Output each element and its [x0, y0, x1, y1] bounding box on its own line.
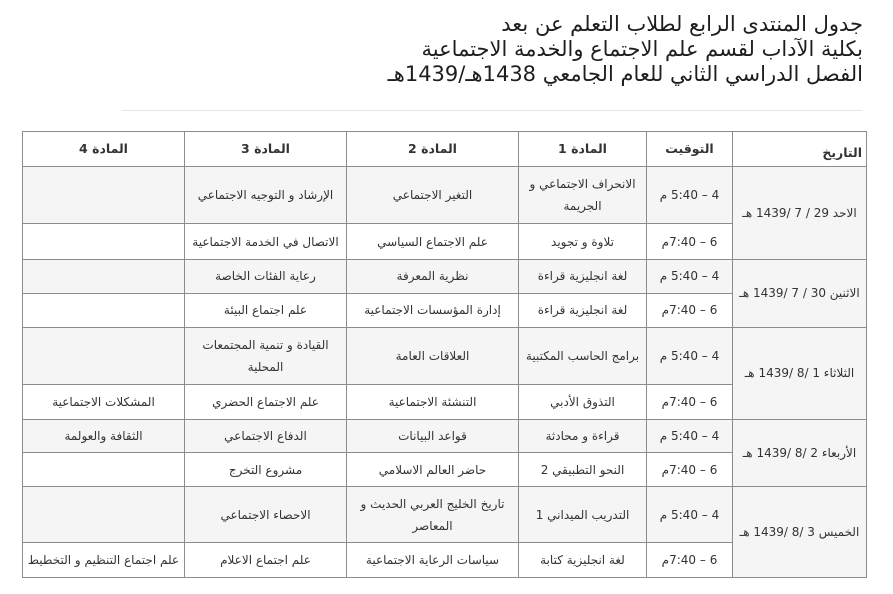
subject-2-cell: علم الاجتماع السياسي	[347, 224, 519, 260]
slot-time: 4 – 5:40 م	[647, 419, 733, 453]
day-date: الأربعاء 2 /8 /1439 هـ	[733, 419, 867, 486]
subject-1-cell: التدريب الميداني 1	[519, 486, 647, 542]
subject-2-cell: تاريخ الخليج العربي الحديث و المعاصر	[347, 486, 519, 542]
subject-4-cell	[23, 293, 185, 327]
subject-4-cell: علم اجتماع التنظيم و التخطيط	[23, 543, 185, 578]
subject-3-cell: القيادة و تنمية المجتمعات المحلية	[185, 327, 347, 384]
subject-4-cell	[23, 327, 185, 384]
day-date: الخميس 3 /8 /1439 هـ	[733, 486, 867, 577]
heading-line-3: الفصل الدراسي الثاني للعام الجامعي 1438هـ/1439هـ	[387, 62, 863, 86]
subject-1-cell: لغة انجليزية كتابة	[519, 543, 647, 578]
heading-divider	[122, 110, 862, 111]
heading-line-2: بكلية الآداب لقسم علم الاجتماع والخدمة الاجتماعية	[421, 37, 863, 61]
table-row	[23, 167, 867, 224]
slot-time: 6 – 7:40م	[647, 543, 733, 578]
subject-2-cell: قواعد البيانات	[347, 419, 519, 453]
slot-time: 4 – 5:40 م	[647, 486, 733, 542]
subject-2-cell: سياسات الرعاية الاجتماعية	[347, 543, 519, 578]
subject-1-cell: برامج الحاسب المكتبية	[519, 327, 647, 384]
day-date: الاحد 29 / 7 /1439 هـ	[733, 167, 867, 260]
slot-time: 6 – 7:40م	[647, 293, 733, 327]
subject-3-cell: علم الاجتماع الحضري	[185, 384, 347, 419]
subject-4-cell	[23, 486, 185, 542]
subject-3-cell: رعاية الفئات الخاصة	[185, 260, 347, 294]
subject-4-cell: الثقافة والعولمة	[23, 419, 185, 453]
subject-4-cell	[23, 224, 185, 260]
subject-2-cell: إدارة المؤسسات الاجتماعية	[347, 293, 519, 327]
table-header-row	[23, 132, 867, 167]
subject-2-cell: العلاقات العامة	[347, 327, 519, 384]
subject-3-cell: الدفاع الاجتماعي	[185, 419, 347, 453]
subject-1-cell: قراءة و محادثة	[519, 419, 647, 453]
slot-time: 6 – 7:40م	[647, 384, 733, 419]
schedule-table	[22, 131, 867, 578]
slot-time: 6 – 7:40م	[647, 453, 733, 487]
subject-3-cell: الاتصال في الخدمة الاجتماعية	[185, 224, 347, 260]
page-heading	[103, 12, 863, 87]
subject-3-cell: مشروع التخرج	[185, 453, 347, 487]
header-subject-3: المادة 3	[185, 132, 347, 167]
subject-1-cell: النحو التطبيقي 2	[519, 453, 647, 487]
day-date: الثلاثاء 1 /8 /1439 هـ	[733, 327, 867, 419]
subject-4-cell	[23, 167, 185, 224]
subject-2-cell: التنشئة الاجتماعية	[347, 384, 519, 419]
subject-1-cell: لغة انجليزية قراءة	[519, 293, 647, 327]
subject-1-cell: لغة انجليزية قراءة	[519, 260, 647, 294]
header-subject-2: المادة 2	[347, 132, 519, 167]
table-row	[23, 419, 867, 453]
subject-1-cell: تلاوة و تجويد	[519, 224, 647, 260]
table-row	[23, 327, 867, 384]
subject-1-cell: التذوق الأدبي	[519, 384, 647, 419]
table-row	[23, 260, 867, 294]
day-date: الاثنين 30 / 7 /1439 هـ	[733, 260, 867, 327]
table-row	[23, 486, 867, 542]
subject-3-cell: الإرشاد و التوجيه الاجتماعي	[185, 167, 347, 224]
subject-2-cell: التغير الاجتماعي	[347, 167, 519, 224]
slot-time: 6 – 7:40م	[647, 224, 733, 260]
header-subject-4: المادة 4	[23, 132, 185, 167]
subject-1-cell: الانحراف الاجتماعي و الجريمة	[519, 167, 647, 224]
subject-4-cell	[23, 260, 185, 294]
slot-time: 4 – 5:40 م	[647, 167, 733, 224]
subject-4-cell: المشكلات الاجتماعية	[23, 384, 185, 419]
subject-3-cell: الاحصاء الاجتماعي	[185, 486, 347, 542]
subject-2-cell: نظرية المعرفة	[347, 260, 519, 294]
subject-3-cell: علم اجتماع البيئة	[185, 293, 347, 327]
slot-time: 4 – 5:40 م	[647, 260, 733, 294]
header-date: التاريخ	[733, 132, 867, 167]
header-time: التوقيت	[647, 132, 733, 167]
slot-time: 4 – 5:40 م	[647, 327, 733, 384]
header-subject-1: المادة 1	[519, 132, 647, 167]
subject-3-cell: علم اجتماع الاعلام	[185, 543, 347, 578]
subject-2-cell: حاضر العالم الاسلامي	[347, 453, 519, 487]
heading-line-1: جدول المنتدى الرابع لطلاب التعلم عن بعد	[501, 12, 863, 36]
subject-4-cell	[23, 453, 185, 487]
